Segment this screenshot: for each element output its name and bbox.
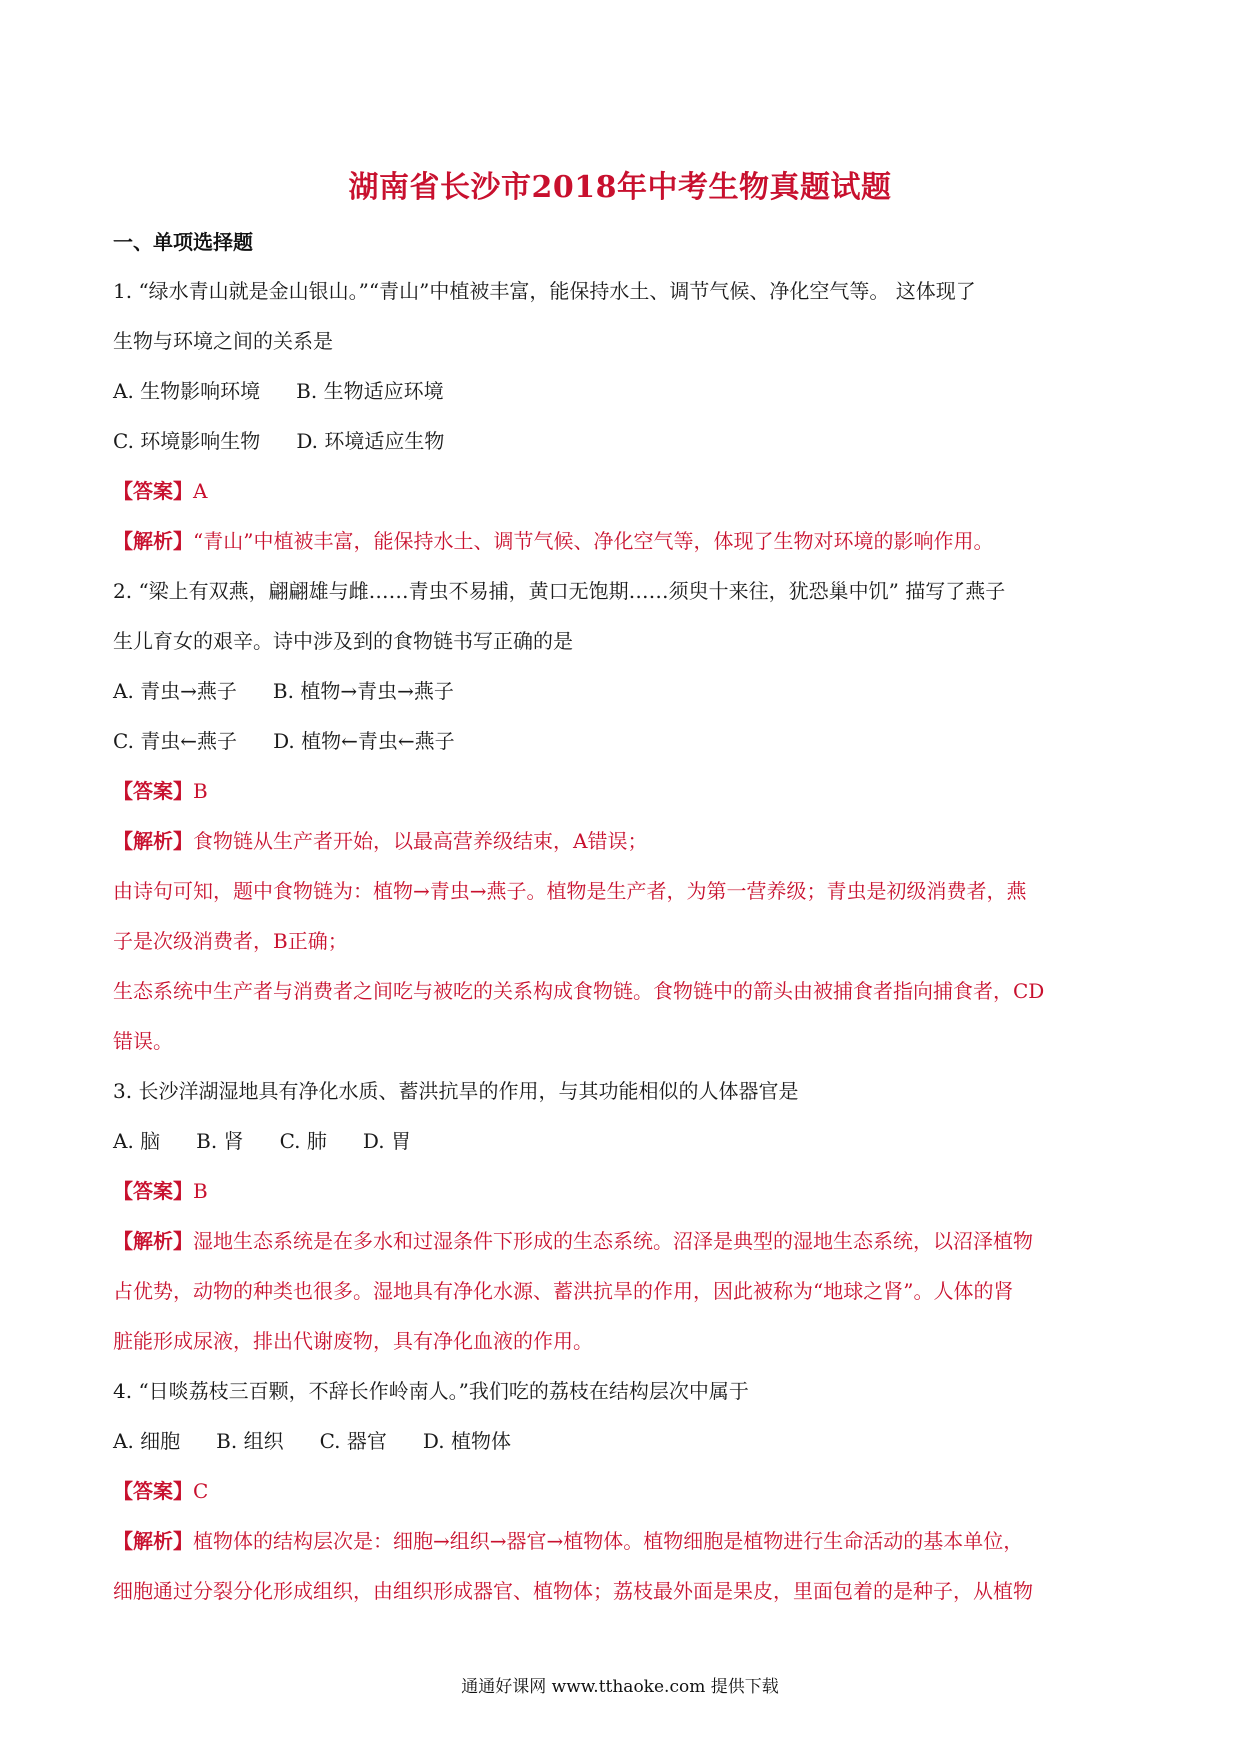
q3-options-row [113, 1116, 1128, 1166]
answer-tag: 【答案】 [113, 479, 193, 503]
q1-answer-value: A [193, 479, 208, 503]
q4-analysis-text-1: 植物体的结构层次是：细胞→组织→器官→植物体。植物细胞是植物进行生命活动的基本单位， [193, 1529, 1024, 1553]
section-heading: 一、单项选择题 [113, 230, 253, 254]
q1-analysis-text: “青山”中植被丰富，能保持水土、调节气候、净化空气等，体现了生物对环境的影响作用。 [193, 529, 994, 553]
q3-analysis-line-1 [113, 1216, 1128, 1266]
q4-analysis-line-1 [113, 1516, 1128, 1566]
analysis-tag: 【解析】 [113, 1229, 193, 1253]
answer-tag: 【答案】 [113, 1479, 193, 1503]
q1-options-row-1 [113, 366, 1128, 416]
q2-options-row-1 [113, 666, 1128, 716]
q4-answer-value: C [193, 1479, 209, 1503]
q2-analysis-line-3: 子是次级消费者，B正确； [113, 929, 348, 953]
q2-analysis-line-1 [113, 816, 1128, 866]
q3-analysis-text-1: 湿地生态系统是在多水和过湿条件下形成的生态系统。沼泽是典型的湿地生态系统，以沼泽植物 [193, 1229, 1033, 1253]
q3-option-b: B. 肾 [196, 1129, 244, 1153]
q4-option-c: C. 器官 [319, 1429, 387, 1453]
q3-answer-value: B [193, 1179, 208, 1203]
q1-analysis [113, 516, 1128, 566]
q3-option-d: D. 胃 [362, 1129, 411, 1153]
q2-option-c: C. 青虫←燕子 [113, 729, 238, 753]
q3-stem-line-1: 3. 长沙洋湖湿地具有净化水质、蓄洪抗旱的作用，与其功能相似的人体器官是 [113, 1079, 799, 1103]
q4-options-row [113, 1416, 1128, 1466]
document-title: 湖南省长沙市2018年中考生物真题试题 [348, 170, 892, 205]
q2-options-row-2 [113, 716, 1128, 766]
q2-stem-line-1: 2. “梁上有双燕，翩翩雄与雌……青虫不易捕，黄口无饱期……须臾十来往，犹恐巢中饥” 描写了燕子 [113, 579, 1006, 603]
answer-tag: 【答案】 [113, 1179, 193, 1203]
q4-answer [113, 1466, 1128, 1516]
q1-stem-line-1: 1. “绿水青山就是金山银山。”“青山”中植被丰富，能保持水土、调节气候、净化空气等。 这体现了 [113, 279, 976, 303]
q3-answer [113, 1166, 1128, 1216]
q1-options-row-2 [113, 416, 1128, 466]
q4-option-b: B. 组织 [216, 1429, 284, 1453]
q2-option-a: A. 青虫→燕子 [113, 679, 237, 703]
analysis-tag: 【解析】 [113, 829, 193, 853]
q3-option-a: A. 脑 [113, 1129, 161, 1153]
q1-option-b: B. 生物适应环境 [296, 379, 444, 403]
analysis-tag: 【解析】 [113, 1529, 193, 1553]
q4-analysis-line-2: 细胞通过分裂分化形成组织，由组织形成器官、植物体；荔枝最外面是果皮，里面包着的是种子，从植物 [113, 1579, 1033, 1603]
q4-option-a: A. 细胞 [113, 1429, 181, 1453]
document-body [113, 266, 1128, 1616]
q1-stem-line-2: 生物与环境之间的关系是 [113, 329, 333, 353]
q1-option-c: C. 环境影响生物 [113, 429, 261, 453]
q2-option-b: B. 植物→青虫→燕子 [272, 679, 454, 703]
q2-stem-line-2: 生儿育女的艰辛。诗中涉及到的食物链书写正确的是 [113, 629, 573, 653]
q2-analysis-line-4: 生态系统中生产者与消费者之间吃与被吃的关系构成食物链。食物链中的箭头由被捕食者指向捕食者，CD [113, 979, 1045, 1003]
answer-tag: 【答案】 [113, 779, 193, 803]
q4-stem-line-1: 4. “日啖荔枝三百颗，不辞长作岭南人。”我们吃的荔枝在结构层次中属于 [113, 1379, 749, 1403]
q2-answer [113, 766, 1128, 816]
q1-answer [113, 466, 1128, 516]
q1-option-d: D. 环境适应生物 [296, 429, 445, 453]
q2-analysis-line-2: 由诗句可知，题中食物链为：植物→青虫→燕子。植物是生产者，为第一营养级；青虫是初级消费者，燕 [113, 879, 1027, 903]
q3-option-c: C. 肺 [279, 1129, 327, 1153]
analysis-tag: 【解析】 [113, 529, 193, 553]
q2-option-d: D. 植物←青虫←燕子 [273, 729, 455, 753]
q2-answer-value: B [193, 779, 208, 803]
page-footer: 通通好课网 www.tthaoke.com 提供下载 [461, 1677, 779, 1697]
q2-analysis-line-5: 错误。 [113, 1029, 173, 1053]
q4-option-d: D. 植物体 [422, 1429, 511, 1453]
q1-option-a: A. 生物影响环境 [113, 379, 261, 403]
q2-analysis-text-1: 食物链从生产者开始，以最高营养级结束，A错误； [193, 829, 648, 853]
q3-analysis-line-2: 占优势，动物的种类也很多。湿地具有净化水源、蓄洪抗旱的作用，因此被称为“地球之肾”。人体的肾 [113, 1279, 1014, 1303]
q3-analysis-line-3: 脏能形成尿液，排出代谢废物，具有净化血液的作用。 [113, 1329, 593, 1353]
